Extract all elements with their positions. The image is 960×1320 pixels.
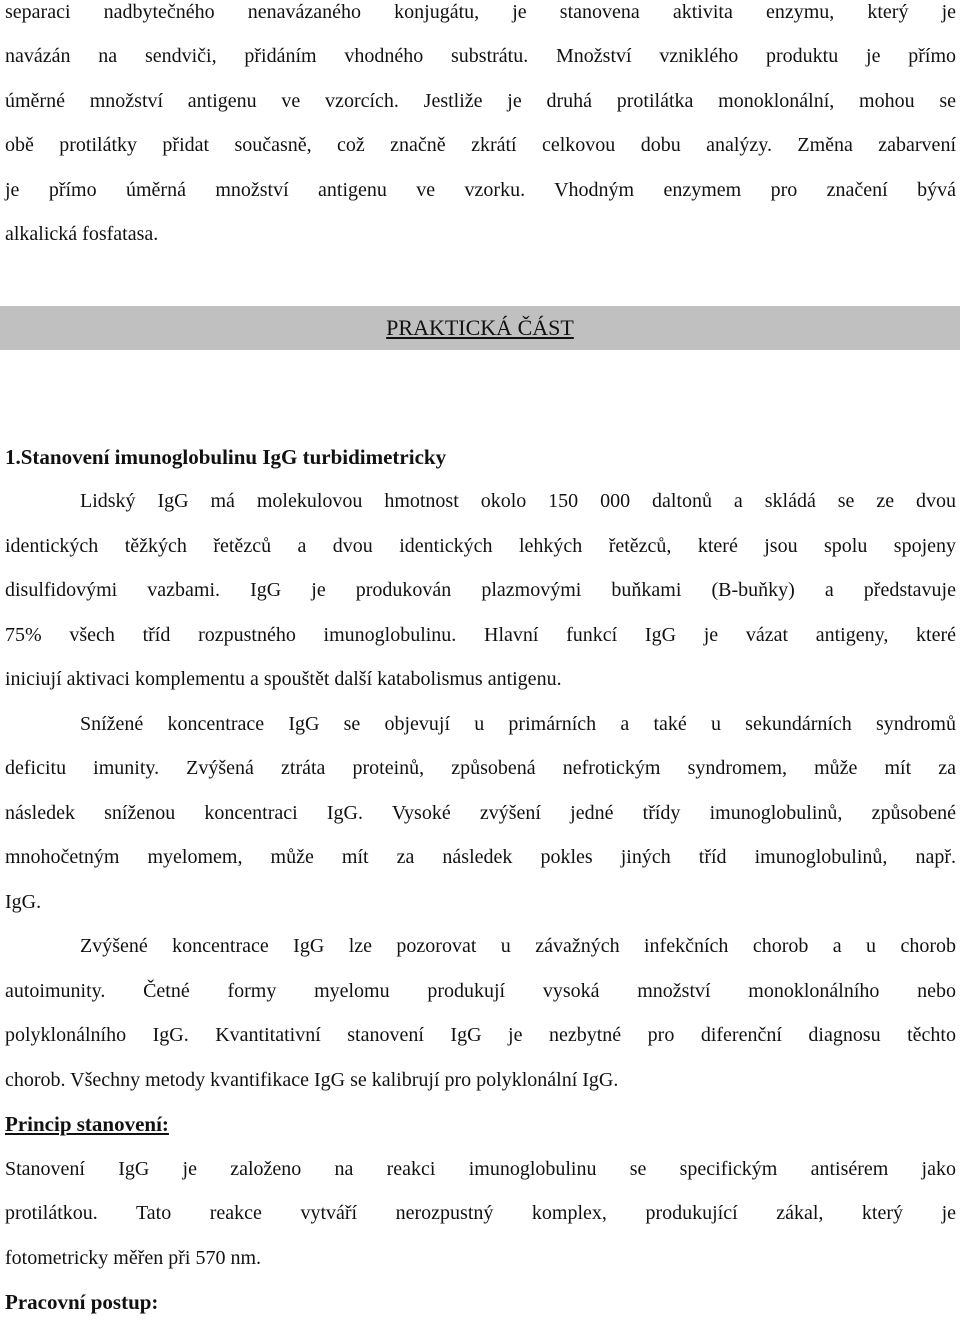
- paragraph-line: 75% všech tříd rozpustného imunoglobulinu. Hlavní funkcí IgG je vázat antigeny, které: [5, 624, 956, 646]
- paragraph-line: disulfidovými vazbami. IgG je produkován plazmovými buňkami (B-buňky) a představuje: [5, 579, 956, 601]
- principle-line: protilátkou. Tato reakce vytváří nerozpustný komplex, produkující zákal, který je: [5, 1202, 956, 1224]
- intro-line: je přímo úměrná množství antigenu ve vzorku. Vhodným enzymem pro značení bývá: [5, 179, 956, 201]
- section-heading: 1.Stanovení imunoglobulinu IgG turbidimetricky: [5, 445, 447, 469]
- section-banner: [0, 306, 960, 350]
- paragraph-line: Zvýšené koncentrace IgG lze pozorovat u závažných infekčních chorob a u chorob: [80, 935, 956, 957]
- paragraph-line: mnohočetným myelomem, může mít za následek pokles jiných tříd imunoglobulinů, např.: [5, 846, 956, 868]
- principle-line: Stanovení IgG je založeno na reakci imunoglobulinu se specifickým antisérem jako: [5, 1158, 956, 1180]
- paragraph-line: Lidský IgG má molekulovou hmotnost okolo 150 000 daltonů a skládá se ze dvou: [80, 490, 956, 512]
- procedure-heading: Pracovní postup:: [5, 1290, 159, 1314]
- paragraph-line: chorob. Všechny metody kvantifikace IgG se kalibrují pro polyklonální IgG.: [5, 1069, 619, 1091]
- paragraph-line: IgG.: [5, 891, 42, 913]
- intro-line: úměrné množství antigenu ve vzorcích. Jestliže je druhá protilátka monoklonální, mohou se: [5, 90, 956, 112]
- principle-heading: Princip stanovení:: [5, 1112, 169, 1136]
- paragraph-line: autoimunity. Četné formy myelomu produkují vysoká množství monoklonálního nebo: [5, 980, 956, 1002]
- paragraph-line: následek sníženou koncentraci IgG. Vysoké zvýšení jedné třídy imunoglobulinů, způsobené: [5, 802, 956, 824]
- paragraph-line: deficitu imunity. Zvýšená ztráta proteinů, způsobená nefrotickým syndromem, může mít za: [5, 757, 956, 779]
- intro-line: separaci nadbytečného nenavázaného konjugátu, je stanovena aktivita enzymu, který je: [5, 1, 956, 23]
- section-banner-title: PRAKTICKÁ ČÁST: [386, 315, 574, 340]
- paragraph-line: Snížené koncentrace IgG se objevují u primárních a také u sekundárních syndromů: [80, 713, 956, 735]
- intro-line: obě protilátky přidat současně, což značně zkrátí celkovou dobu analýzy. Změna zabarvení: [5, 134, 956, 156]
- principle-line: fotometricky měřen při 570 nm.: [5, 1247, 262, 1269]
- paragraph-line: identických těžkých řetězců a dvou identických lehkých řetězců, které jsou spolu spojeny: [5, 535, 956, 557]
- paragraph-line: iniciují aktivaci komplementu a spouštět další katabolismus antigenu.: [5, 668, 562, 690]
- intro-line: alkalická fosfatasa.: [5, 223, 159, 245]
- intro-line: navázán na sendviči, přidáním vhodného substrátu. Množství vzniklého produktu je přímo: [5, 45, 956, 67]
- paragraph-line: polyklonálního IgG. Kvantitativní stanovení IgG je nezbytné pro diferenční diagnosu těchto: [5, 1024, 956, 1046]
